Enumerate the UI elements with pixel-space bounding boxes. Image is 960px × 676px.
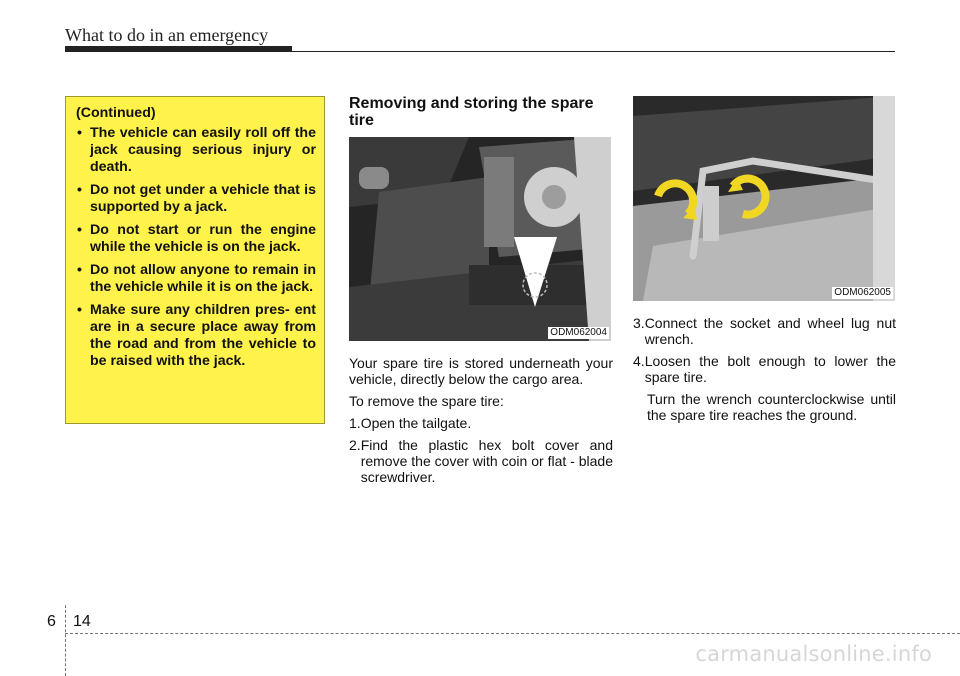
wrench-illustration — [633, 96, 895, 301]
header-title: What to do in an emergency — [65, 25, 269, 45]
page-number: 14 — [73, 613, 91, 630]
section-title: Removing and storing the spare tire — [349, 95, 594, 129]
step-subtext: Turn the wrench counterclockwise until the spare tire reaches the ground. — [647, 391, 896, 423]
step-item — [349, 415, 613, 431]
warning-item: • Do not get under a vehicle that is supported by a jack. — [76, 182, 316, 216]
warning-item: • The vehicle can easily roll off the jack causing serious injury or death. — [76, 125, 316, 176]
section-number: 6 — [47, 613, 56, 630]
page-divider — [65, 633, 960, 634]
cargo-area-illustration — [349, 137, 611, 341]
step-text: Loosen the bolt enough to lower the spare tire. — [644, 353, 896, 385]
watermark: carmanualsonline.info — [695, 642, 932, 666]
step-item — [349, 437, 613, 485]
step-item — [633, 315, 896, 347]
warning-item: • Make sure any children pres- ent are in a secure place away from the road and from the vehicle to be raised with the jack. — [76, 302, 316, 370]
page-divider-vertical — [65, 605, 66, 676]
header-rule — [65, 51, 895, 52]
middle-column-text — [349, 355, 613, 487]
warning-heading: (Continued) — [76, 105, 156, 121]
step-text: Find the plastic hex bolt cover and remove the cover with coin or flat - blade screwdriver. — [360, 437, 613, 485]
right-column-text — [633, 315, 896, 429]
cargo-area-photo — [349, 137, 611, 341]
step-text: Open the tailgate. — [360, 415, 472, 431]
step-text: Connect the socket and wheel lug nut wrench. — [644, 315, 896, 347]
warning-box — [65, 96, 325, 424]
lead-paragraph: To remove the spare tire: — [349, 393, 504, 409]
step-item — [633, 353, 896, 385]
intro-paragraph: Your spare tire is stored underneath your vehicle, directly below the cargo area. — [349, 355, 613, 387]
step-number: 2. — [349, 437, 361, 453]
figure-caption: ODM062005 — [834, 287, 891, 298]
step-number: 3. — [633, 315, 645, 331]
warning-item: • Do not allow anyone to remain in the vehicle while it is on the jack. — [76, 262, 316, 296]
wrench-photo — [633, 96, 895, 301]
step-number: 4. — [633, 353, 645, 369]
figure-caption: ODM062004 — [550, 327, 607, 338]
step-number: 1. — [349, 415, 361, 431]
warning-item: • Do not start or run the engine while the vehicle is on the jack. — [76, 222, 316, 256]
warning-list — [76, 125, 316, 370]
